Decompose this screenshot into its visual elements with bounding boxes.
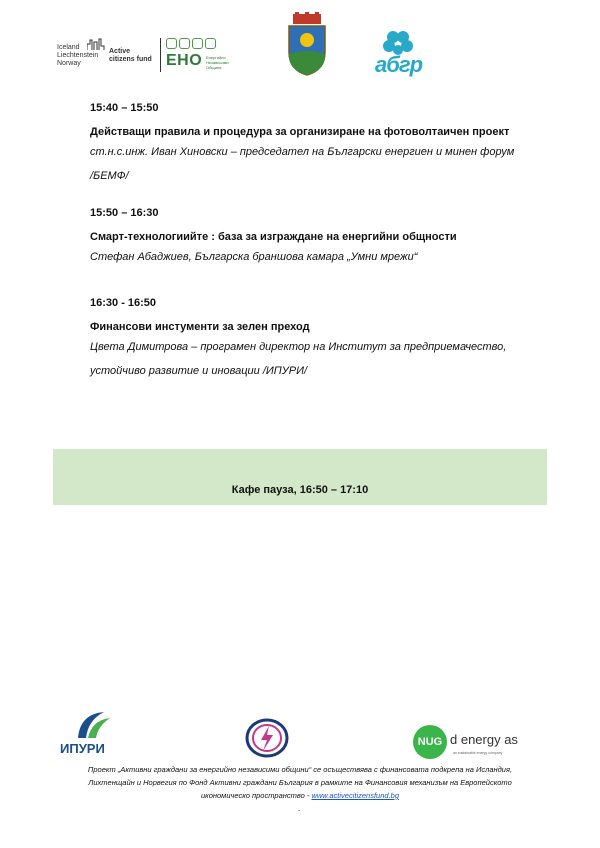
ipuri-swoosh-icon: [74, 708, 114, 742]
nug-rest: d energy as: [450, 732, 518, 747]
coffee-break-banner: [53, 449, 547, 505]
people-icon: [205, 38, 216, 49]
country-norway: Norway: [57, 60, 81, 67]
disclaimer-line3: икономическо пространство -: [201, 791, 312, 800]
leaf-icon: [192, 38, 203, 49]
eno-acronym: ЕНО: [166, 52, 203, 69]
abgr-word: абгр: [375, 52, 423, 77]
session-speaker: Цвета Димитрова – програмен директор на Институт за предприемачество,: [90, 341, 507, 353]
lightning-icon: [245, 718, 289, 758]
session-title: Финансови инстументи за зелен преход: [90, 321, 310, 333]
session-speaker-cont: /БЕМФ/: [90, 170, 129, 182]
session-speaker-cont: устойчиво развитие и иновации /ИПУРИ/: [90, 365, 308, 377]
eno-icons: [166, 38, 216, 49]
nug-energy-logo: [413, 725, 543, 761]
lightning-logo: [245, 718, 289, 758]
iceland-liechtenstein-norway-logo: [57, 38, 157, 74]
session-time: 15:50 – 16:30: [90, 207, 159, 219]
ipuri-logo: [60, 708, 130, 760]
coat-of-arms-logo: [285, 12, 329, 76]
session-3: [90, 296, 560, 382]
fund-line1: Active: [109, 48, 131, 55]
abgr-logo: [375, 30, 450, 77]
fund-line2: citizens fund: [109, 56, 152, 63]
session-title: Действащи правила и процедура за организиране на фотоволтаичен проект: [90, 126, 510, 138]
funding-disclaimer: [60, 763, 540, 802]
house-icon: [166, 38, 177, 49]
nug-tagline: an sustainable energy company: [453, 751, 503, 755]
session-time: 16:30 - 16:50: [90, 297, 157, 309]
skyline-icon: [87, 38, 107, 50]
disclaimer-line3-wrap: [60, 789, 540, 802]
disclaimer-line1: Проект „Активни граждани за енергийно независими общини“ се осъществява с финансовата подкрепа на Исландия,: [87, 765, 513, 774]
logo-divider: [160, 38, 161, 72]
session-title: Смарт-технологиийте : база за изграждане на енергийни общности: [90, 231, 457, 243]
coat-of-arms-icon: [285, 12, 329, 76]
nug-circle: NUG: [413, 725, 447, 759]
disclaimer-line2: Лихтенщайн и Норвегия по Фонд Активни граждани България в рамките на Финансовия механизъм на Европейското: [88, 778, 512, 787]
session-speaker: ст.н.с.инж. Иван Хиновски – председател на Български енергиен и минен форум: [90, 146, 515, 158]
session-time: 15:40 – 15:50: [90, 102, 159, 114]
country-iceland: Iceland: [57, 44, 80, 51]
eno-logo: [166, 38, 244, 74]
footer-dot: .: [298, 804, 301, 813]
eno-subtitle-1: Енергийно: [206, 55, 226, 60]
building-icon: [179, 38, 190, 49]
eno-subtitle-3: Общини: [206, 65, 222, 70]
coffee-break-text: Кафе пауза, 16:50 – 17:10: [231, 484, 369, 496]
session-1: [90, 101, 560, 187]
active-citizens-fund-label: [109, 48, 152, 64]
eno-subtitle: [206, 55, 246, 70]
eno-subtitle-2: Независими: [206, 60, 229, 65]
activecitizensfund-link[interactable]: www.activecitizensfund.bg: [311, 791, 399, 800]
ipuri-word: ИПУРИ: [60, 741, 105, 756]
session-speaker: Стефан Абаджиев, Българска браншова камара „Умни мрежи“: [90, 251, 418, 263]
country-liechtenstein: Liechtenstein: [57, 52, 99, 59]
session-2: [90, 206, 560, 268]
